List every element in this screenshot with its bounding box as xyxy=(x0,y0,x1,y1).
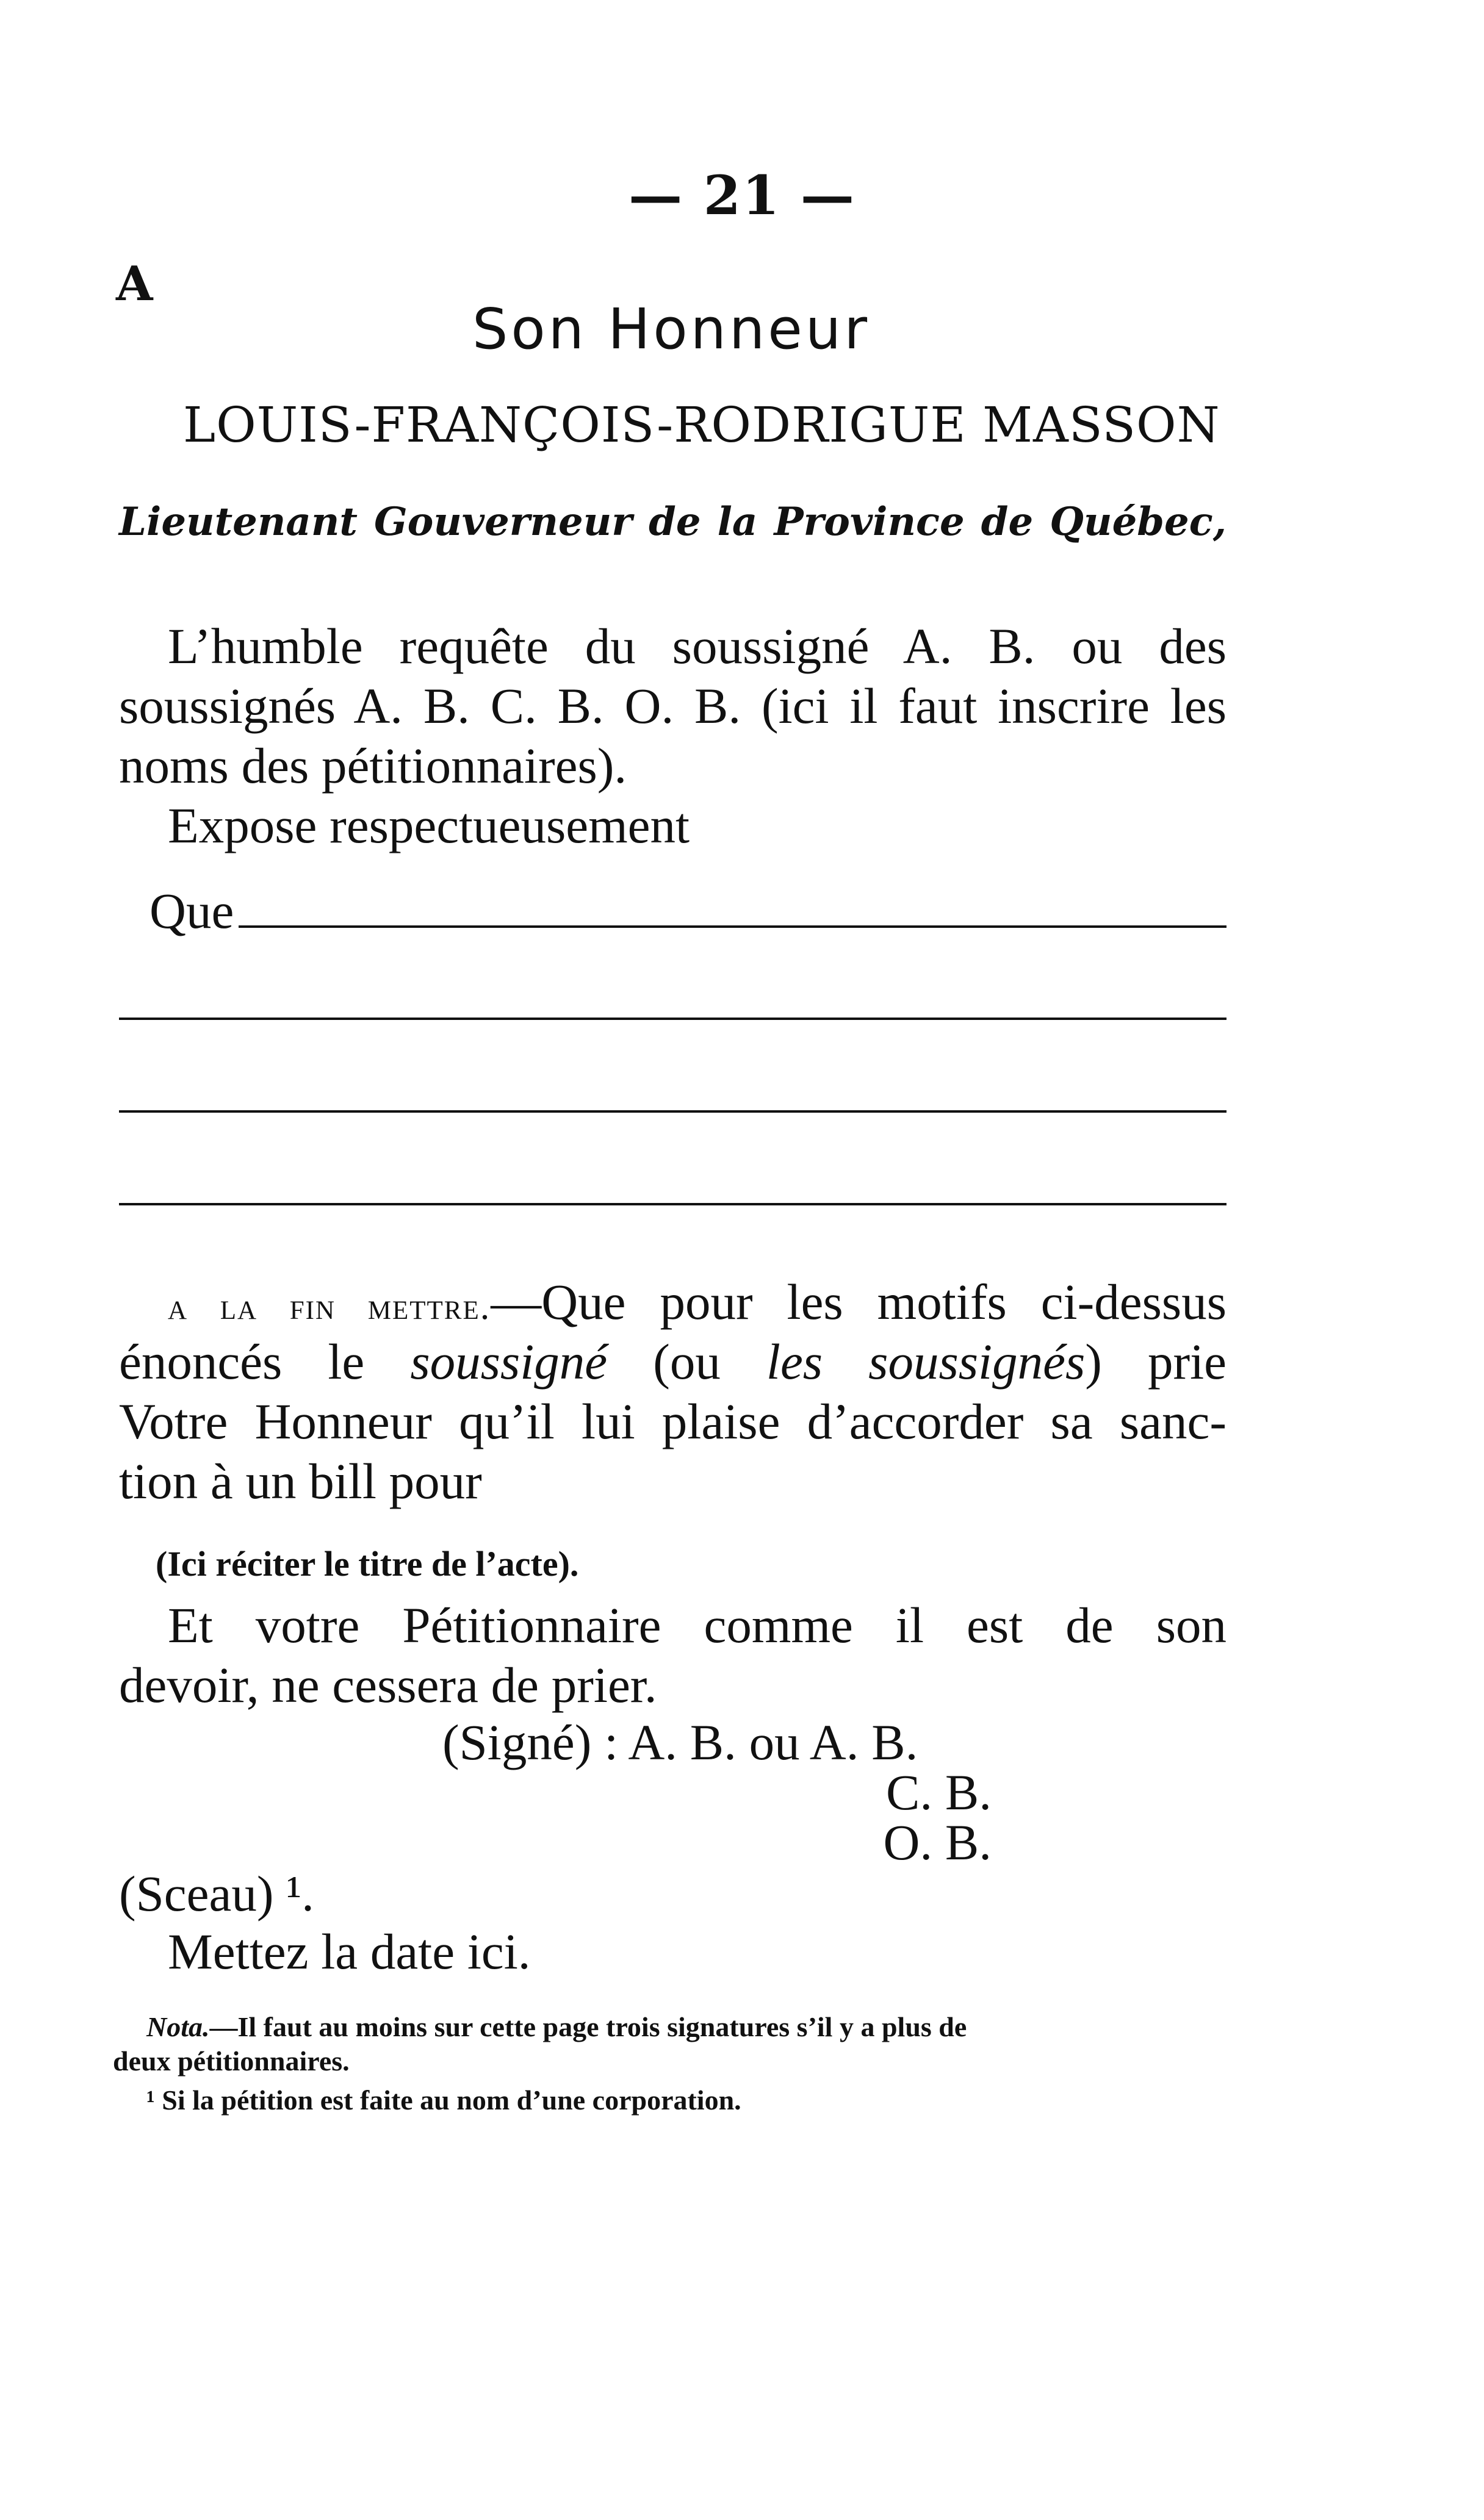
closing-line-1-rest: —Que pour les motifs ci-dessus xyxy=(491,1274,1226,1330)
nota-line-1: —Il faut au moins sur cette page trois signatures s’il y a plus de xyxy=(209,2011,967,2042)
intro-line-1: L’humble requête du soussigné A. B. ou des xyxy=(168,618,1226,674)
que-label: Que xyxy=(149,883,234,939)
closing-lead: a la fin mettre. xyxy=(168,1286,491,1327)
addressee-title: Lieutenant Gouverneur de la Province de Québec, xyxy=(119,499,1226,545)
blank-line-3 xyxy=(119,1110,1226,1113)
blank-line-2 xyxy=(119,1018,1226,1020)
page-number: — 21 — xyxy=(629,163,855,227)
signe-text: (Signé) : xyxy=(442,1714,619,1770)
nota-line-2: deux pétitionnaires. xyxy=(113,2045,350,2077)
seal-line: (Sceau) ¹. xyxy=(119,1865,314,1922)
signature-line-1: A. B. ou A. B. xyxy=(628,1714,918,1770)
date-line: Mettez la date ici. xyxy=(168,1923,531,1980)
closing-italic-soussignes: les soussignés xyxy=(766,1334,1086,1390)
blank-line-1 xyxy=(239,888,1226,928)
closing-line-4: tion à un bill pour xyxy=(119,1453,482,1509)
prayer-line-2: devoir, ne cessera de prier. xyxy=(119,1657,657,1713)
signature-line-2: C. B. xyxy=(886,1764,992,1820)
closing-text: énoncés le xyxy=(119,1334,411,1390)
instruction-recite-title: (Ici réciter le titre de l’acte). xyxy=(156,1544,579,1584)
signature-line-3: O. B. xyxy=(883,1814,992,1870)
closing-line-2 xyxy=(119,1332,1226,1391)
blank-line-4 xyxy=(119,1203,1226,1205)
que-fill-line xyxy=(149,881,1226,949)
closing-text: (ou xyxy=(607,1334,766,1390)
nota-note xyxy=(113,2010,1230,2044)
closing-text: ) prie xyxy=(1085,1334,1226,1390)
footnote: ¹ Si la pétition est faite au nom d’une corporation. xyxy=(146,2084,741,2116)
addressee-name: LOUIS-FRANÇOIS-RODRIGUE MASSON xyxy=(183,397,1220,453)
intro-line-2: soussignés A. B. C. B. O. B. (ici il faut inscrire les xyxy=(119,678,1226,734)
intro-line-3: noms des pétitionnaires). xyxy=(119,738,627,794)
signature-label xyxy=(442,1713,918,1772)
addressee-honorific: Son Honneur xyxy=(472,296,871,362)
closing-line-3: Votre Honneur qu’il lui plaise d’accorder sa sanc- xyxy=(119,1393,1226,1449)
prayer-line-1: Et votre Pétitionnaire comme il est de son xyxy=(168,1597,1226,1653)
closing-italic-soussigne: soussigné xyxy=(410,1334,608,1390)
intro-line-4: Expose respectueusement xyxy=(168,797,690,853)
closing-line-1 xyxy=(168,1272,1226,1337)
nota-label: Nota. xyxy=(146,2011,210,2042)
salutation: A xyxy=(116,256,153,312)
